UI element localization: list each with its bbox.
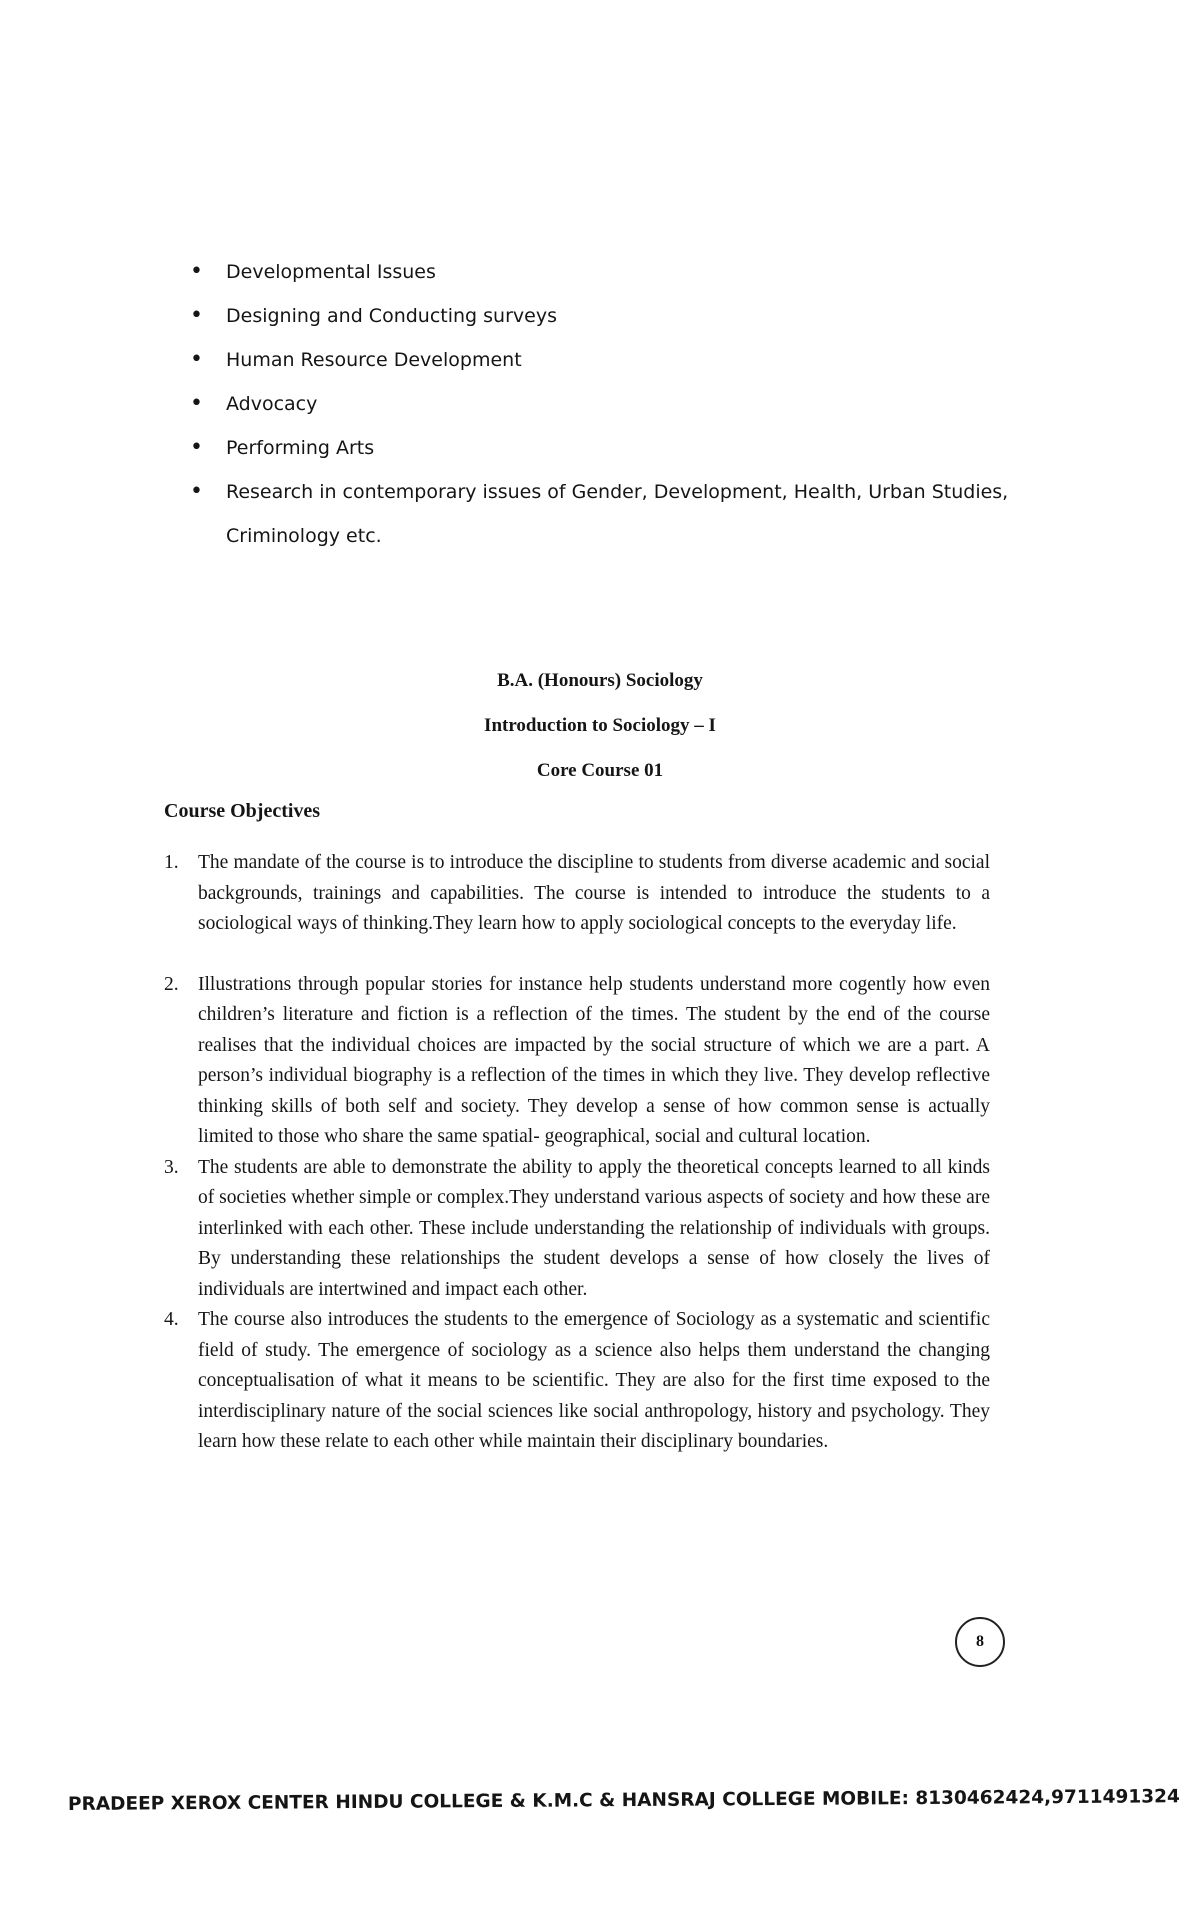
objective-item: [164, 1153, 990, 1306]
objectives-list: [164, 848, 990, 1458]
objective-number: 4.: [164, 1309, 179, 1330]
objective-text: The course also introduces the students to the emergence of Sociology as a systematic and scientific field of study. The emergence of sociology as a science also helps them understand the changing conceptualisation of what it means to be scientific. They are also for the first time exposed to the interdisciplinary nature of the social sciences like social anthropology, history and psychology. They learn how these relate to each other while maintain their disciplinary boundaries.: [198, 1309, 990, 1452]
objective-item: [164, 848, 990, 940]
bullet-item: • Designing and Conducting surveys: [190, 294, 1010, 338]
bullet-item: • Advocacy: [190, 382, 1010, 426]
career-bullet-list: [190, 250, 1010, 558]
objective-item: [164, 1305, 990, 1458]
objective-text: The mandate of the course is to introduce the discipline to students from diverse academic and social backgrounds, trainings and capabilities. The course is intended to introduce the students to a sociological ways of thinking.They learn how to apply sociological concepts to the everyday life.: [198, 852, 990, 934]
program-heading: B.A. (Honours) Sociology: [497, 670, 703, 691]
objective-text: Illustrations through popular stories for instance help students understand more cogently how even children’s literature and fiction is a reflection of the times. The student by the end of the course realises that the individual choices are impacted by the social structure of which we are a part. A person’s individual biography is a reflection of the times in which they live. They develop reflective thinking skills of both self and society. They develop a sense of how common sense is actually limited to those who share the same spatial- geographical, social and cultural location.: [198, 973, 990, 1147]
core-course-heading: Core Course 01: [536, 760, 664, 781]
page-number: 8: [955, 1617, 1005, 1667]
objective-number: 3.: [164, 1156, 179, 1178]
footer-stamp: PRADEEP XEROX CENTER HINDU COLLEGE & K.M.C & HANSRAJ COLLEGE MOBILE: 8130462424,9711491324: [67, 1786, 1180, 1815]
bullet-item: • Research in contemporary issues of Gender, Development, Health, Urban Studies, Criminology etc.: [190, 470, 1010, 558]
objective-number: 1.: [164, 852, 179, 873]
objective-number: 2.: [164, 973, 179, 995]
course-heading: Introduction to Sociology – I: [484, 715, 716, 736]
course-objectives-title: Course Objectives: [164, 800, 321, 822]
bullet-item: • Developmental Issues: [190, 250, 1010, 294]
bullet-item: • Performing Arts: [190, 426, 1010, 470]
objective-text: The students are able to demonstrate the ability to apply the theoretical concepts learned to all kinds of societies whether simple or complex.They understand various aspects of society and how these are interlinked with each other. These include understanding the relationship of individuals with groups. By understanding these relationships the student develops a sense of how closely the lives of individuals are intertwined and impact each other.: [198, 1156, 990, 1300]
bullet-item: • Human Resource Development: [190, 338, 1010, 382]
objective-item: [164, 970, 990, 1153]
